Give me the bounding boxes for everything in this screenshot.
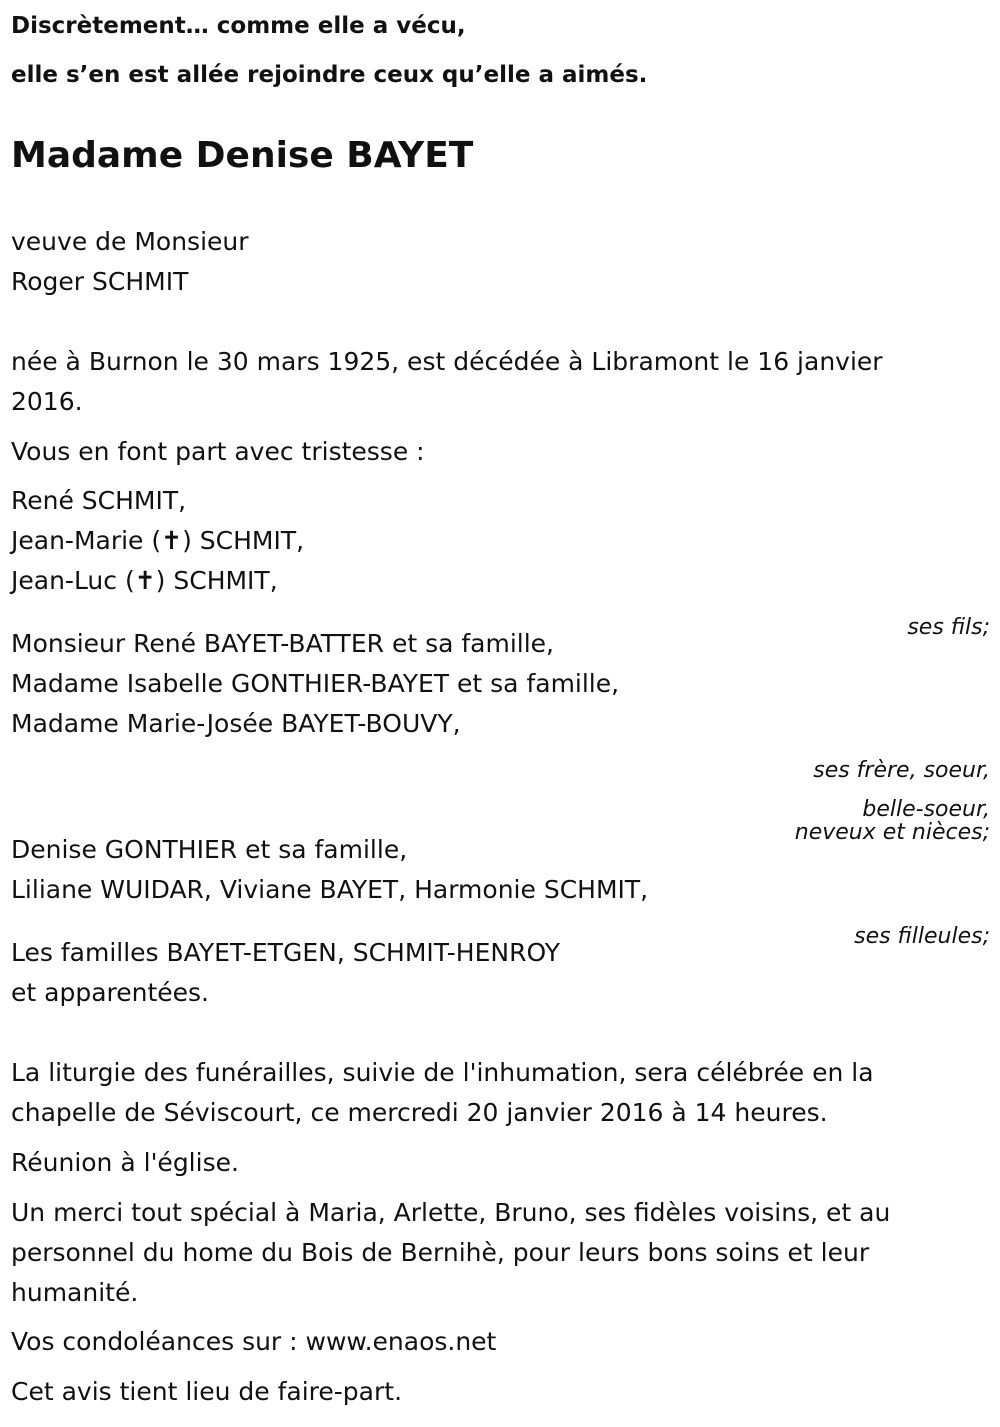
liturgy-line-2: chapelle de Séviscourt, ce mercredi 20 janvier 2016 à 14 heures.	[11, 1098, 828, 1127]
families-line-1: Les familles BAYET-ETGEN, SCHMIT-HENROY	[11, 938, 561, 967]
liturgy-line-1: La liturgie des funérailles, suivie de l'inhumation, sera célébrée en la	[11, 1058, 874, 1087]
sons-relation-label: ses fils;	[907, 615, 990, 640]
siblings-relation-label: ses frère, soeur,	[813, 758, 990, 783]
deceased-name: Madame Denise BAYET	[11, 135, 474, 176]
son-line: René SCHMIT,	[11, 486, 187, 515]
goddaughters-relation-label: ses filleules;	[854, 924, 990, 949]
announce-text: Vous en font part avec tristesse :	[11, 437, 425, 466]
birth-line-1: née à Burnon le 30 mars 1925, est décédée à Libramont le 16 janvier	[11, 347, 883, 376]
intro-line-2: elle s’en est allée rejoindre ceux qu’elle a aimés.	[11, 62, 648, 88]
thanks-line-3: humanité.	[11, 1278, 139, 1307]
families-line-2: et apparentées.	[11, 978, 209, 1007]
widow-line-2: Roger SCHMIT	[11, 267, 189, 296]
sibling-line: Monsieur René BAYET-BATTER et sa famille,	[11, 629, 555, 658]
goddaughter-line: Denise GONTHIER et sa famille,	[11, 835, 408, 864]
siblings-relation-label: belle-soeur,	[862, 797, 990, 822]
goddaughter-line: Liliane WUIDAR, Viviane BAYET, Harmonie SCHMIT,	[11, 875, 649, 904]
intro-line-1: Discrètement… comme elle a vécu,	[11, 13, 466, 39]
siblings-relation-label: neveux et nièces;	[794, 820, 990, 845]
thanks-line-1: Un merci tout spécial à Maria, Arlette, Bruno, ses fidèles voisins, et au	[11, 1198, 891, 1227]
sibling-line: Madame Isabelle GONTHIER-BAYET et sa famille,	[11, 669, 620, 698]
sibling-line: Madame Marie-Josée BAYET-BOUVY,	[11, 709, 461, 738]
condolences-text: Vos condoléances sur : www.enaos.net	[11, 1327, 497, 1356]
widow-line-1: veuve de Monsieur	[11, 227, 249, 256]
thanks-line-2: personnel du home du Bois de Bernihè, pour leurs bons soins et leur	[11, 1238, 870, 1267]
meeting-text: Réunion à l'église.	[11, 1148, 239, 1177]
son-line: Jean-Luc (✝) SCHMIT,	[11, 566, 278, 595]
birth-line-2: 2016.	[11, 387, 83, 416]
notice-text: Cet avis tient lieu de faire-part.	[11, 1377, 403, 1406]
son-line: Jean-Marie (✝) SCHMIT,	[11, 526, 305, 555]
